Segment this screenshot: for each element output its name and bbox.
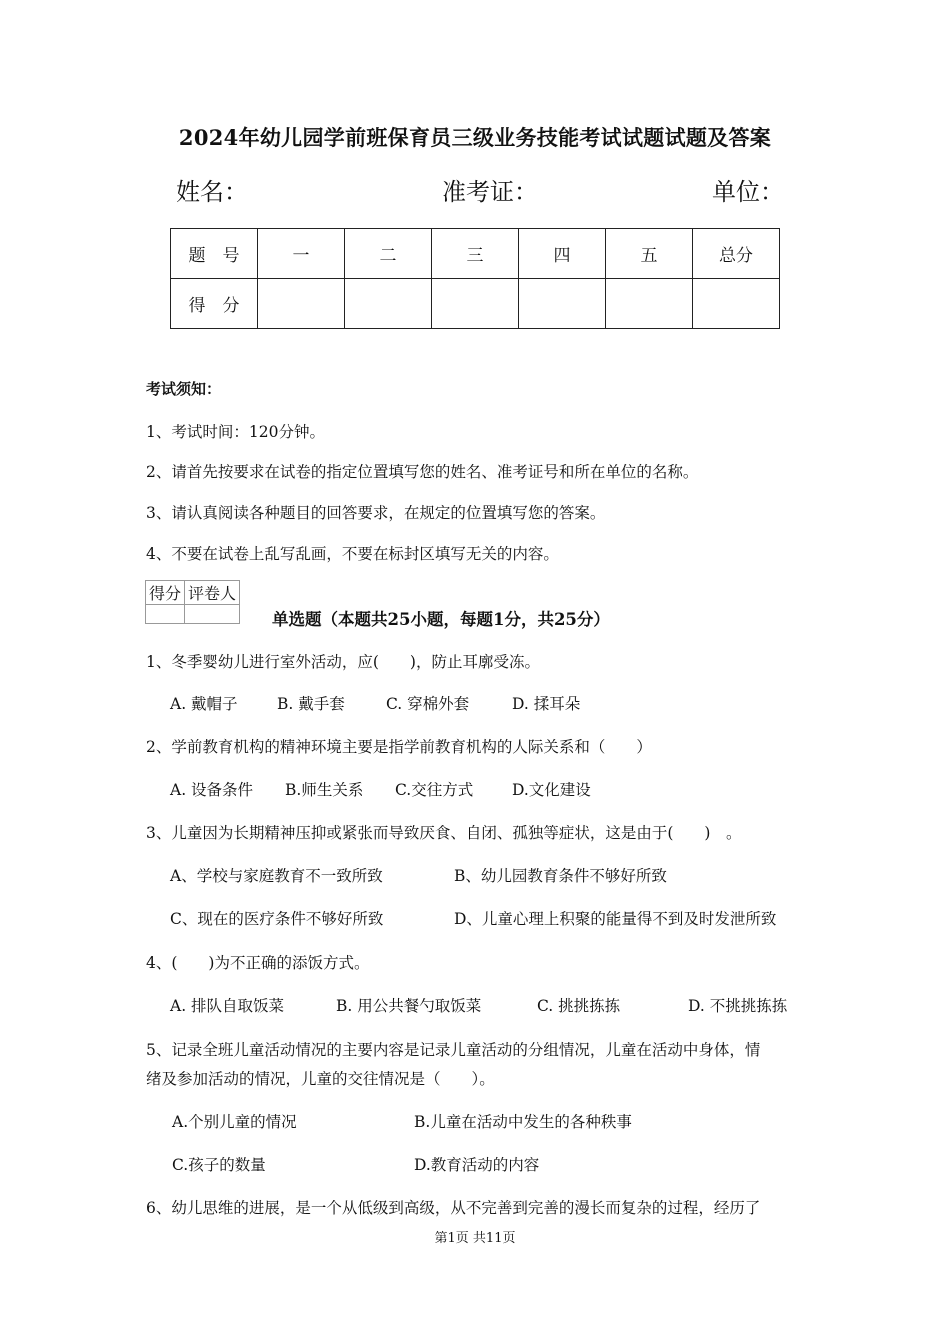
unit-field-label: 单位： [712, 178, 784, 206]
option-b[interactable]: B. 用公共餐勺取饭菜 [336, 997, 482, 1015]
score-header-cell: 四 [519, 229, 606, 279]
score-header-cell: 五 [606, 229, 693, 279]
option-d[interactable]: D、儿童心理上积聚的能量得不到及时发泄所致 [454, 910, 777, 928]
grader-box [145, 580, 240, 624]
question-stem-continued: 绪及参加活动的情况，儿童的交往情况是（ ）。 [146, 1070, 495, 1088]
notes-heading: 考试须知： [146, 380, 222, 398]
note-item: 4、不要在试卷上乱写乱画，不要在标封区填写无关的内容。 [146, 545, 559, 563]
score-row-label: 得 分 [171, 279, 258, 329]
option-c[interactable]: C. 挑挑拣拣 [537, 997, 621, 1015]
option-c[interactable]: C、现在的医疗条件不够好所致 [170, 910, 384, 928]
option-a[interactable]: A. 设备条件 [170, 781, 254, 799]
question-stem: 5、记录全班儿童活动情况的主要内容是记录儿童活动的分组情况，儿童在活动中身体，情 [146, 1041, 761, 1059]
grader-score-label: 得分 [146, 581, 185, 605]
option-c[interactable]: C.孩子的数量 [172, 1156, 266, 1174]
question-stem: 6、幼儿思维的进展，是一个从低级到高级，从不完善到完善的漫长而复杂的过程，经历了 [146, 1199, 761, 1217]
page-footer: 第1页 共11页 [434, 1231, 516, 1246]
section-title: 单选题（本题共25小题，每题1分，共25分） [272, 610, 610, 629]
option-b[interactable]: B.儿童在活动中发生的各种秩事 [414, 1113, 632, 1131]
question-stem: 3、儿童因为长期精神压抑或紧张而导致厌食、自闭、孤独等症状，这是由于( ) 。 [146, 824, 742, 842]
option-d[interactable]: D.教育活动的内容 [414, 1156, 540, 1174]
score-header-cell: 总分 [693, 229, 780, 279]
score-header-cell: 题 号 [171, 229, 258, 279]
note-item: 1、考试时间：120分钟。 [146, 423, 325, 441]
grader-name-cell[interactable] [185, 605, 240, 624]
option-c[interactable]: C.交往方式 [395, 781, 474, 799]
question-stem: 4、( )为不正确的添饭方式。 [146, 954, 370, 972]
exam-id-field-label: 准考证： [442, 178, 538, 206]
option-b[interactable]: B. 戴手套 [277, 695, 345, 713]
score-cell[interactable] [258, 279, 345, 329]
option-a[interactable]: A.个别儿童的情况 [172, 1113, 297, 1131]
score-cell[interactable] [432, 279, 519, 329]
score-table-header-row [171, 229, 780, 279]
option-b[interactable]: B.师生关系 [285, 781, 364, 799]
name-field-label: 姓名： [176, 178, 248, 206]
grader-name-label: 评卷人 [185, 581, 240, 605]
score-table-score-row [171, 279, 780, 329]
option-d[interactable]: D. 不挑挑拣拣 [688, 997, 788, 1015]
score-header-cell: 三 [432, 229, 519, 279]
option-d[interactable]: D. 揉耳朵 [512, 695, 581, 713]
question-stem: 2、学前教育机构的精神环境主要是指学前教育机构的人际关系和（ ） [146, 738, 652, 756]
score-cell[interactable] [606, 279, 693, 329]
option-a[interactable]: A. 排队自取饭菜 [170, 997, 285, 1015]
score-header-cell: 二 [345, 229, 432, 279]
score-cell[interactable] [519, 279, 606, 329]
note-item: 3、请认真阅读各种题目的回答要求，在规定的位置填写您的答案。 [146, 504, 606, 522]
score-table [170, 228, 780, 329]
option-c[interactable]: C. 穿棉外套 [386, 695, 470, 713]
option-a[interactable]: A. 戴帽子 [170, 695, 238, 713]
option-d[interactable]: D.文化建设 [512, 781, 591, 799]
note-item: 2、请首先按要求在试卷的指定位置填写您的姓名、准考证号和所在单位的名称。 [146, 463, 699, 481]
score-cell[interactable] [345, 279, 432, 329]
score-cell[interactable] [693, 279, 780, 329]
score-header-cell: 一 [258, 229, 345, 279]
question-stem: 1、冬季婴幼儿进行室外活动，应( )，防止耳廓受冻。 [146, 653, 540, 671]
page-title: 2024年幼儿园学前班保育员三级业务技能考试试题试题及答案 [178, 125, 772, 150]
option-b[interactable]: B、幼儿园教育条件不够好所致 [454, 867, 667, 885]
grader-score-cell[interactable] [146, 605, 185, 624]
option-a[interactable]: A、学校与家庭教育不一致所致 [170, 867, 383, 885]
